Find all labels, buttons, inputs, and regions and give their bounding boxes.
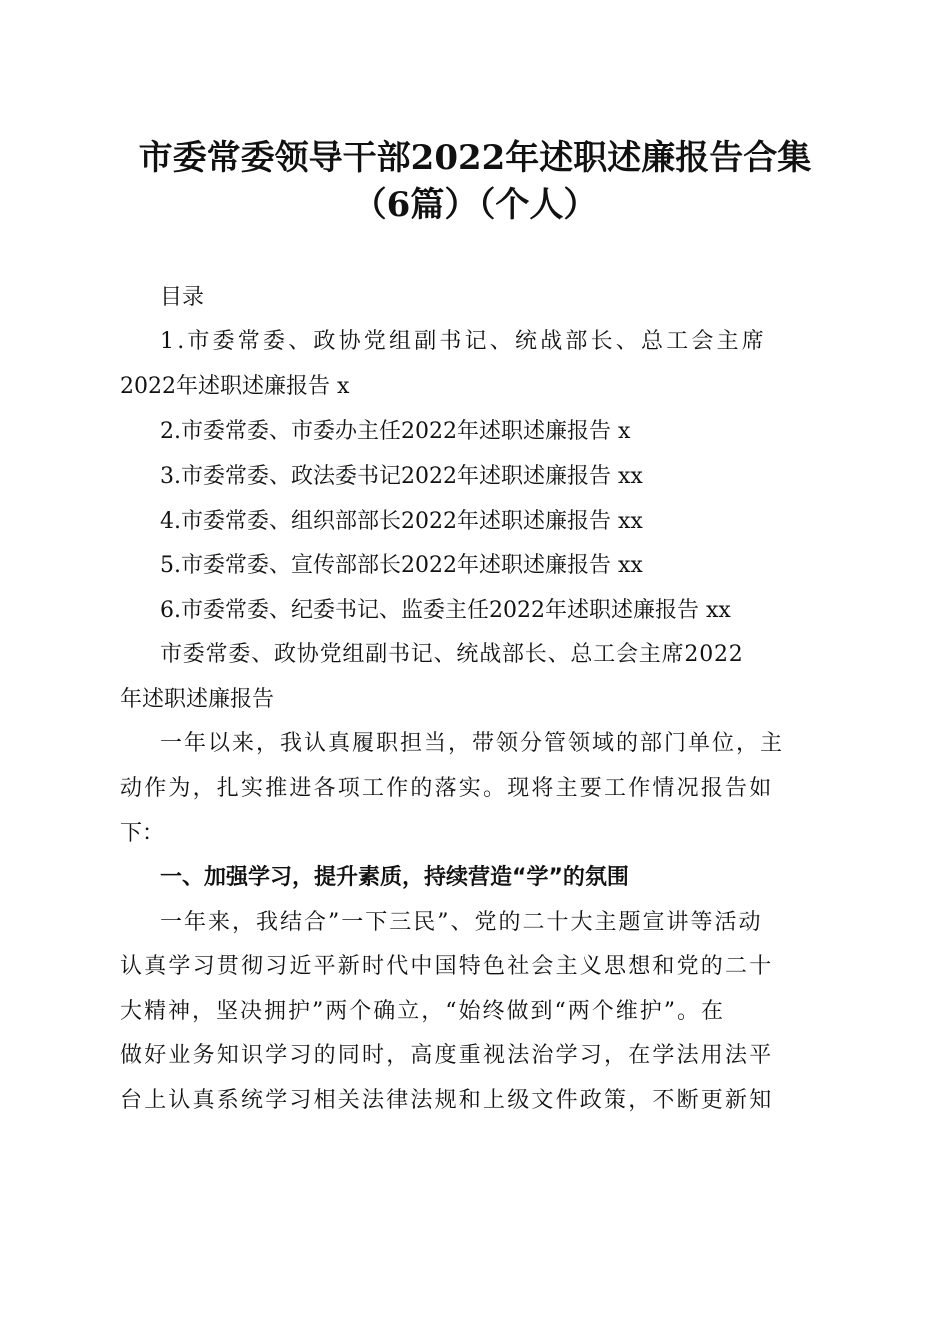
para1-line-3: 大精神，坚决拥护”两个确立，“始终做到“两个维护”。在 bbox=[120, 999, 725, 1024]
document-title-line1: 市委常委领导干部2022年述职述廉报告合集 bbox=[138, 138, 812, 178]
intro-line-2: 动作为，扎实推进各项工作的落实。现将主要工作情况报告如 bbox=[120, 776, 774, 801]
toc-item-1-line2: 2022年述职述廉报告 x bbox=[120, 374, 350, 399]
toc-label: 目录 bbox=[160, 285, 205, 310]
toc-item-2: 2.市委常委、市委办主任2022年述职述廉报告 x bbox=[160, 419, 631, 444]
para1-line-4: 做好业务知识学习的同时，高度重视法治学习，在学法用法平 bbox=[120, 1043, 774, 1068]
intro-line-1: 一年以来，我认真履职担当，带领分管领域的部门单位，主 bbox=[160, 731, 785, 756]
toc-item-3: 3.市委常委、政法委书记2022年述职述廉报告 xx bbox=[160, 464, 643, 489]
section-heading-1: 一、加强学习，提升素质，持续营造“学”的氛围 bbox=[160, 865, 629, 890]
toc-item-4: 4.市委常委、组织部部长2022年述职述廉报告 xx bbox=[160, 509, 643, 534]
section-title-line2: 年述职述廉报告 bbox=[120, 687, 275, 712]
para1-line-2: 认真学习贯彻习近平新时代中国特色社会主义思想和党的二十 bbox=[120, 954, 774, 979]
document-title-line2: （6篇）（个人） bbox=[352, 185, 598, 225]
para1-line-5: 台上认真系统学习相关法律法规和上级文件政策，不断更新知 bbox=[120, 1088, 774, 1113]
para1-line-1: 一年来，我结合”一下三民”、党的二十大主题宣讲等活动 bbox=[160, 910, 763, 935]
toc-item-6: 6.市委常委、纪委书记、监委主任2022年述职述廉报告 xx bbox=[160, 598, 731, 623]
intro-line-3: 下： bbox=[120, 821, 165, 846]
toc-item-5: 5.市委常委、宣传部部长2022年述职述廉报告 xx bbox=[160, 553, 643, 578]
toc-item-1-line1: 1.市委常委、政协党组副书记、统战部长、总工会主席 bbox=[160, 329, 767, 354]
section-title-line1: 市委常委、政协党组副书记、统战部长、总工会主席2022 bbox=[160, 642, 744, 667]
